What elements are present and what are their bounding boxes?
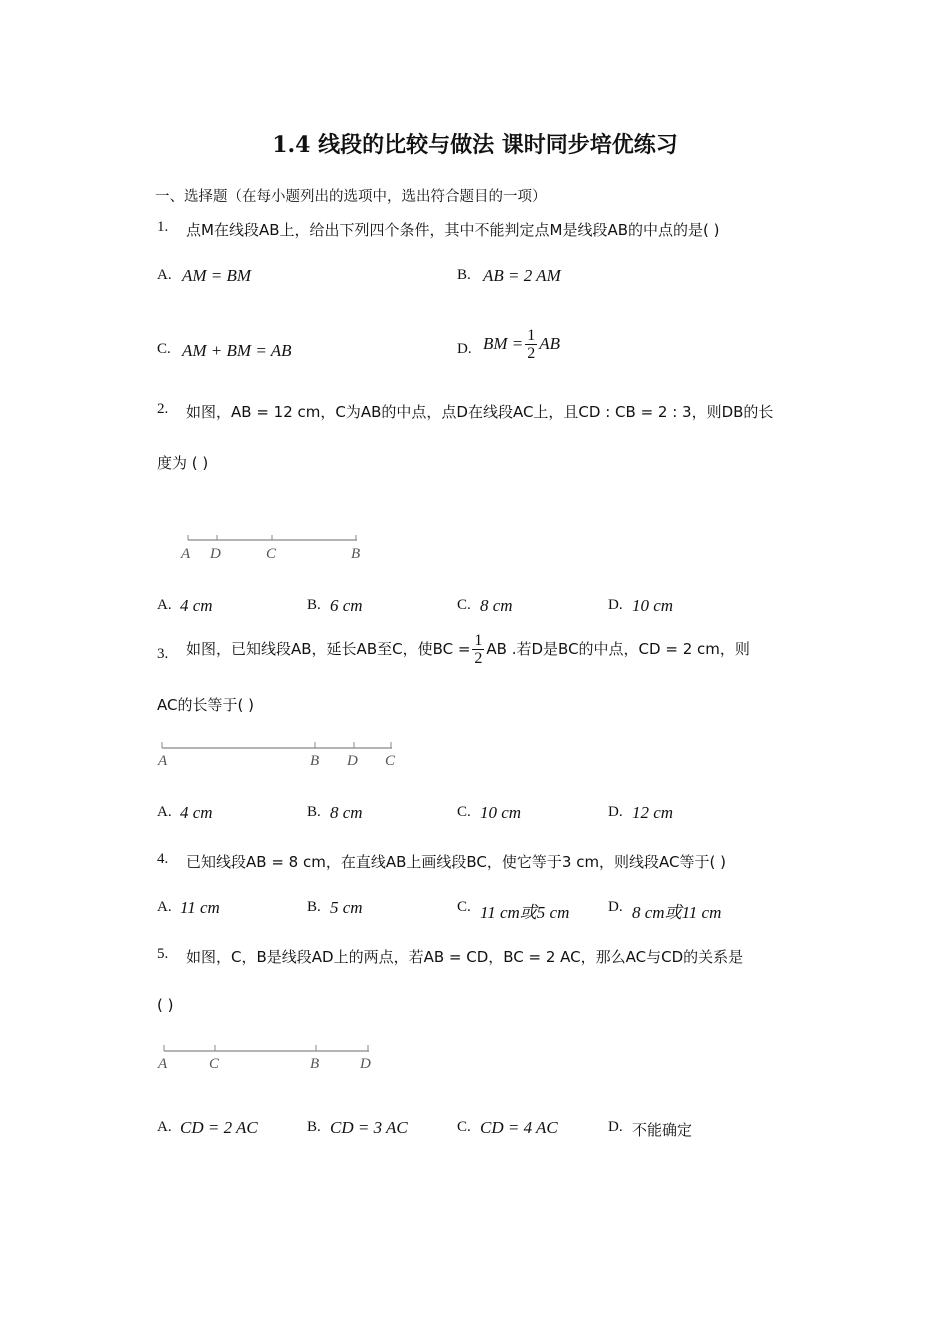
q5-stem: 如图，C，B是线段AD上的两点，若AB = CD，BC = 2 AC，那么AC与CD的关系是 — [186, 948, 744, 966]
point-label-d: D — [347, 753, 358, 769]
q2-number: 2. — [157, 401, 169, 417]
q3-label-b: B. — [307, 804, 321, 820]
q2-option-b[interactable]: 6 cm — [330, 596, 363, 615]
q5-option-b[interactable]: CD = 3 AC — [330, 1118, 408, 1137]
q5-number: 5. — [157, 946, 169, 962]
section-heading: 一、选择题（在每小题列出的选项中，选出符合题目的一项） — [155, 189, 547, 205]
q1-option-a[interactable]: AM = BM — [182, 266, 252, 285]
point-label-c: C — [266, 546, 277, 562]
q1-label-c: C. — [157, 341, 171, 357]
q2-option-c[interactable]: 8 cm — [480, 596, 513, 615]
fraction-numerator: 1 — [474, 632, 483, 649]
q4-stem: 已知线段AB = 8 cm，在直线AB上画线段BC，使它等于3 cm，则线段AC等于( ) — [186, 853, 726, 871]
q5-figure — [155, 1042, 385, 1077]
point-label-b: B — [351, 546, 361, 562]
q1-label-a: A. — [157, 267, 172, 283]
q3-stem-continued: AC的长等于( ) — [157, 696, 254, 714]
point-label-d: D — [210, 546, 221, 562]
q2-figure — [175, 530, 375, 565]
q3-stem-part-b: AB .若D是BC的中点，CD = 2 cm，则 — [486, 640, 750, 658]
q2-stem: 如图，AB = 12 cm，C为AB的中点，点D在线段AC上，且CD : CB = 2 : 3，则DB的长 — [186, 403, 774, 421]
q4-label-d: D. — [608, 899, 623, 915]
q4-number: 4. — [157, 851, 169, 867]
q3-fraction — [472, 632, 484, 667]
q5-option-d[interactable]: 不能确定 — [632, 1121, 693, 1139]
q2-label-a: A. — [157, 597, 172, 613]
q3-label-d: D. — [608, 804, 623, 820]
q3-stem-part-a: 如图，已知线段AB，延长AB至C，使BC = — [186, 640, 471, 658]
point-label-b: B — [310, 753, 320, 769]
point-label-d: D — [360, 1056, 371, 1072]
q4-label-b: B. — [307, 899, 321, 915]
q1-number: 1. — [157, 219, 169, 235]
q3-number: 3. — [157, 646, 169, 662]
page-title: 1.4 线段的比较与做法 课时同步培优练习 — [272, 132, 678, 158]
q5-label-a: A. — [157, 1119, 172, 1135]
q1-option-c[interactable]: AM + BM = AB — [182, 341, 292, 360]
fraction-denominator: 2 — [527, 345, 536, 362]
q1-option-d-post: AB — [539, 334, 561, 353]
q3-label-c: C. — [457, 804, 471, 820]
q3-option-c[interactable]: 10 cm — [480, 803, 522, 822]
q2-label-c: C. — [457, 597, 471, 613]
q5-label-d: D. — [608, 1119, 623, 1135]
q1-label-b: B. — [457, 267, 471, 283]
q1-option-d[interactable] — [483, 327, 560, 362]
q3-option-b[interactable]: 8 cm — [330, 803, 363, 822]
point-label-b: B — [310, 1056, 320, 1072]
q4-option-b[interactable]: 5 cm — [330, 898, 363, 917]
q2-option-a[interactable]: 4 cm — [180, 596, 213, 615]
q5-option-c[interactable]: CD = 4 AC — [480, 1118, 558, 1137]
q5-stem-continued: ( ) — [157, 996, 174, 1014]
point-label-a: A — [181, 546, 191, 562]
q3-stem — [186, 632, 750, 667]
point-label-c: C — [385, 753, 396, 769]
q5-option-a[interactable]: CD = 2 AC — [180, 1118, 258, 1137]
fraction-denominator: 2 — [474, 650, 483, 667]
q3-figure — [155, 738, 405, 773]
q2-label-d: D. — [608, 597, 623, 613]
q2-option-d[interactable]: 10 cm — [632, 596, 674, 615]
q2-label-b: B. — [307, 597, 321, 613]
q4-option-a[interactable]: 11 cm — [180, 898, 220, 917]
q4-option-c[interactable]: 11 cm或5 cm — [480, 903, 570, 922]
point-label-a: A — [158, 753, 168, 769]
q4-option-d[interactable]: 8 cm或11 cm — [632, 903, 722, 922]
q1-option-d-pre: BM = — [483, 334, 524, 353]
q5-label-c: C. — [457, 1119, 471, 1135]
q1-label-d: D. — [457, 341, 472, 357]
q1-option-d-fraction — [525, 327, 537, 362]
q1-option-b[interactable]: AB = 2 AM — [483, 266, 561, 285]
q3-option-a[interactable]: 4 cm — [180, 803, 213, 822]
fraction-numerator: 1 — [527, 327, 536, 344]
q4-label-c: C. — [457, 899, 471, 915]
q4-label-a: A. — [157, 899, 172, 915]
q3-label-a: A. — [157, 804, 172, 820]
q5-label-b: B. — [307, 1119, 321, 1135]
q3-option-d[interactable]: 12 cm — [632, 803, 674, 822]
point-label-a: A — [158, 1056, 168, 1072]
q2-stem-continued: 度为 ( ) — [157, 454, 209, 472]
q1-stem: 点M在线段AB上，给出下列四个条件，其中不能判定点M是线段AB的中点的是( ) — [186, 221, 720, 239]
point-label-c: C — [209, 1056, 220, 1072]
